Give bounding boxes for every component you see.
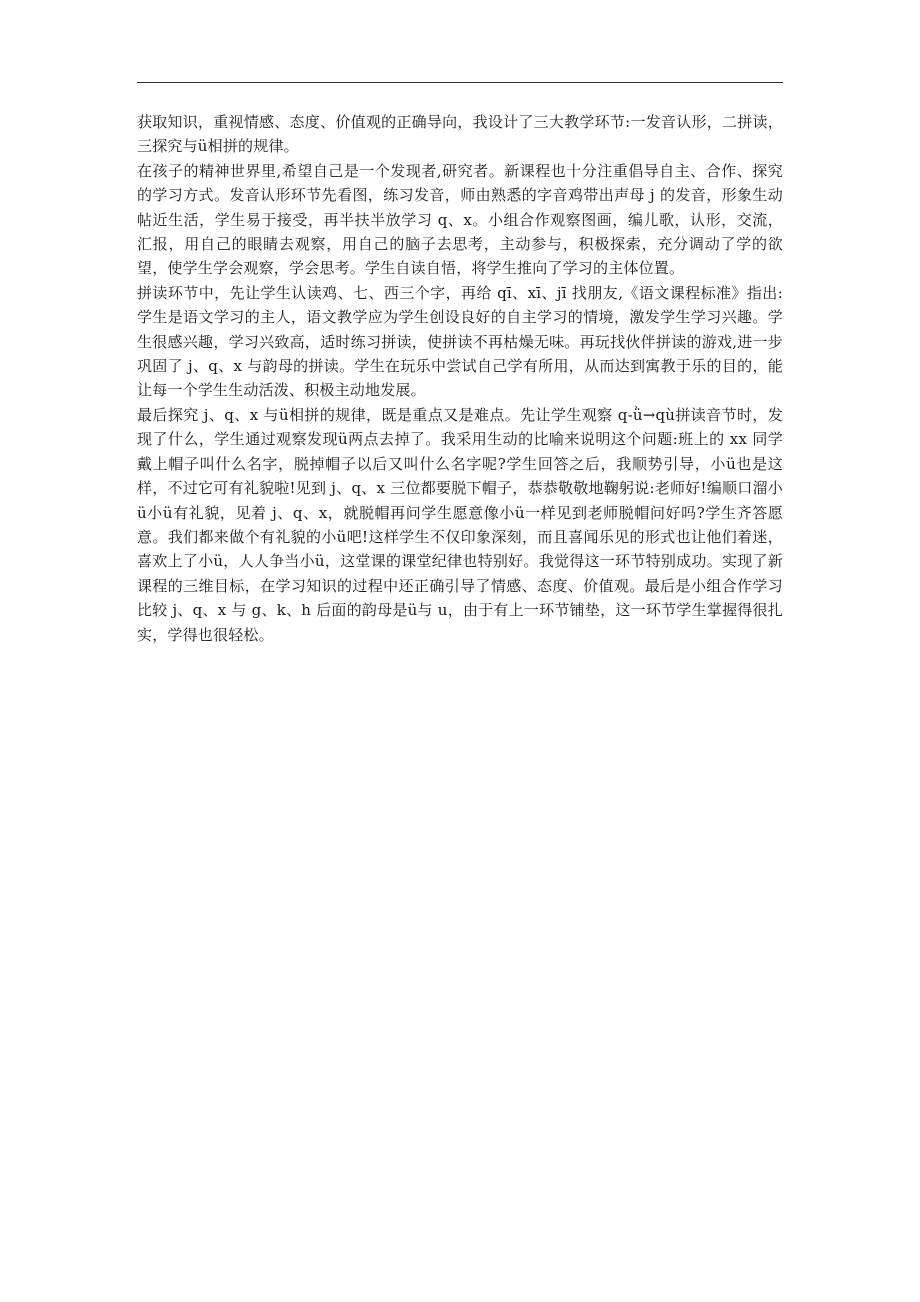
paragraph-pronunciation: 在孩子的精神世界里,希望自己是一个发现者,研究者。新课程也十分注重倡导自主、合作、探究的学习方式。发音认形环节先看图，练习发音，师由熟悉的字音鸡带出声母 j 的发音，形象生动帖近生活，学生易于接受，再半扶半放学习 q、x。小组合作观察图画，编儿歌，认形，交流，汇报，用自己的眼睛去观察，用自己的脑子去思考，主动参与，积极探索，充分调动了学的欲望，使学生学会观察，学会思考。学生自读自悟，将学生推向了学习的主体位置。	[137, 161, 783, 278]
paragraph-exploration: 最后探究 j、q、x 与ü相拼的规律，既是重点又是难点。先让学生观察 q-ǜ→qù拼读音节时，发现了什么，学生通过观察发现ü两点去掉了。我采用生动的比喻来说明这个问题:班上的 xx 同学戴上帽子叫什么名字，脱掉帽子以后又叫什么名字呢?学生回答之后，我顺势引导，小ü也是这样，不过它可有礼貌啦!见到 j、q、x 三位都要脱下帽子，恭恭敬敬地鞠躬说:老师好!编顺口溜小ü小ü有礼貌，见着 j、q、x，就脱帽再问学生愿意像小ü一样见到老师脱帽问好吗?学生齐答愿意。我们都来做个有礼貌的小ü吧!这样学生不仅印象深刻，而且喜闻乐见的形式也让他们着迷，喜欢上了小ü，人人争当小ü，这堂课的课堂纪律也特别好。我觉得这一环节特别成功。实现了新课程的三维目标，在学习知识的过程中还正确引导了情感、态度、价值观。最后是小组合作学习比较 j、q、x 与 g、k、h 后面的韵母是ü与 u，由于有上一环节铺垫，这一环节学生掌握得很扎实，学得也很轻松。	[137, 405, 783, 644]
paragraph-spelling: 拼读环节中，先让学生认读鸡、七、西三个字，再给 qī、xī、jī 找朋友,《语文课程标准》指出:学生是语文学习的主人，语文教学应为学生创设良好的自主学习的情境，激发学生学习兴趣。学生很感兴趣，学习兴致高，适时练习拼读，使拼读不再枯燥无味。再玩找伙伴拼读的游戏,进一步巩固了 j、q、x 与韵母的拼读。学生在玩乐中尝试自己学有所用，从而达到寓教于乐的目的，能让每一个学生生动活泼、积极主动地发展。	[137, 283, 783, 400]
paragraph-intro: 获取知识，重视情感、态度、价值观的正确导向，我设计了三大教学环节:一发音认形，二拼读，三探究与ü相拼的规律。	[137, 113, 783, 156]
document-body	[137, 110, 783, 647]
header-rule	[137, 82, 783, 83]
